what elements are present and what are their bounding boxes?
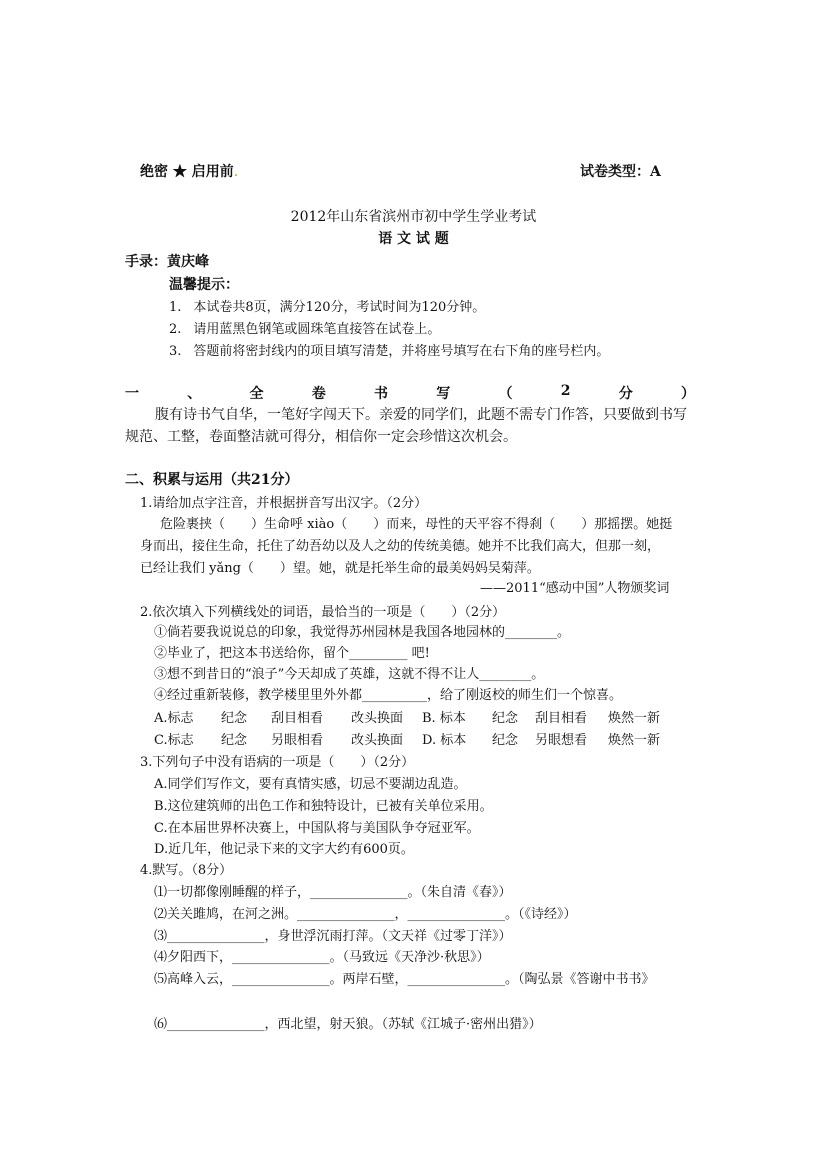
- option-word: 改头换面: [351, 711, 404, 726]
- q3-option-c: C.在本届世界杯决赛上，中国队将与美国队争夺冠亚军。: [154, 821, 480, 836]
- recorder-label: 手录：黄庆峰: [125, 254, 209, 270]
- option-word: 另眼相看: [271, 733, 324, 748]
- option-word: A.标志: [154, 711, 194, 726]
- q2-option-b: [422, 707, 678, 726]
- option-word: 焕然一新: [608, 733, 661, 748]
- option-word: 另眼想看: [535, 733, 588, 748]
- q1-stem: 1.请给加点字注音，并根据拼音写出汉字。（2分）: [140, 496, 428, 511]
- heading-char: 、: [187, 386, 202, 402]
- q4-stem: 4.默写。（8分）: [140, 863, 233, 878]
- q1-line2: 身而出，接住生命，托住了幼吾幼以及人之幼的传统美德。她并不比我们高大，但那一刻，: [140, 539, 661, 554]
- yellow-dot: .: [233, 164, 239, 180]
- heading-char: 写: [436, 386, 451, 402]
- tip-text: 本试卷共8页，满分120分，考试时间为120分钟。: [193, 300, 486, 315]
- q1-source: ——2011“感动中国”人物颁奖词: [480, 581, 670, 596]
- option-word: 纪念: [492, 711, 519, 726]
- q2-option-d: [422, 729, 678, 748]
- heading-char: 一: [125, 386, 139, 402]
- q1-line1: 危险裹挟（ ）生命呼 xiào（ ）而来，母性的天平容不得刹（ ）那摇摆。她挺: [160, 517, 673, 532]
- option-word: 纪念: [221, 711, 248, 726]
- subject-title: 语 文 试 题: [378, 231, 449, 247]
- q3-stem: 3.下列句子中没有语病的一项是（ ）（2分）: [140, 755, 415, 770]
- q2-sentence-4: ④经过重新装修，教学楼里里外外都__________，给了刚返校的师生们一个惊喜。: [154, 688, 623, 703]
- section1-body-line2: 规范、工整，卷面整洁就可得分，相信你一定会珍惜这次机会。: [125, 429, 517, 445]
- tip-text: 请用蓝黑色钢笔或圆珠笔直接答在试卷上。: [193, 322, 441, 337]
- tip-number: 1.: [169, 300, 182, 315]
- q2-sentence-2: ②毕业了，把这本书送给你，留个_________ 吧!: [154, 646, 430, 661]
- option-word: B. 标本: [422, 711, 466, 726]
- option-word: D. 标本: [422, 733, 467, 748]
- q2-option-c: [154, 729, 421, 748]
- q2-stem: 2.依次填入下列横线处的词语，最恰当的一项是（ ）（2分）: [140, 605, 506, 620]
- q2-option-a: [154, 707, 421, 726]
- q4-line-1: ⑴一切都像刚睡醒的样子，_______________。（朱自清《春》）: [154, 885, 512, 900]
- tip-item-1: [169, 296, 485, 315]
- heading-char: 分: [618, 386, 633, 402]
- tip-number: 3.: [169, 344, 182, 359]
- q4-line-2: ⑵关关雎鸠，在河之洲。_______________，_______________。（《诗经》）: [154, 907, 577, 922]
- q3-option-a: A.同学们写作文，要有真情实感，切忌不要湖边乱造。: [154, 777, 467, 792]
- heading-char: （: [498, 386, 513, 402]
- section1-body-line1: 腹有诗书气自华，一笔好字闯天下。亲爱的同学们，此题不需专门作答，只要做到书写: [155, 407, 687, 423]
- section1-heading: [125, 383, 695, 403]
- heading-char: 卷: [311, 386, 326, 402]
- q4-line-3: ⑶_______________，身世浮沉雨打萍。（文天祥《过零丁洋》）: [154, 929, 512, 944]
- q3-option-b: B.这位建筑师的出色工作和独特设计，已被有关单位采用。: [154, 799, 493, 814]
- tip-item-3: [169, 340, 609, 359]
- heading-char: 2: [560, 383, 571, 399]
- option-word: 纪念: [492, 733, 519, 748]
- exam-type-label: 试卷类型：A: [580, 164, 661, 180]
- option-word: 改头换面: [351, 733, 404, 748]
- q1-line3: 已经让我们 yǎng（ ）望。她，就是托举生命的最美妈妈吴菊萍。: [140, 561, 540, 576]
- section2-heading: 二、积累与运用（共21分）: [125, 472, 299, 488]
- tip-text: 答题前将密封线内的项目填写清楚，并将座号填写在右下角的座号栏内。: [193, 344, 610, 359]
- confidential-text: 绝密 ★ 启用前: [140, 164, 234, 180]
- option-word: 刮目相看: [535, 711, 588, 726]
- q4-line-5: ⑸高峰入云，_______________。两岸石壁，_______________。（陶弘景《答谢中书书》: [154, 972, 655, 987]
- q4-line-6: ⑹_______________，西北望，射天狼。（苏轼《江城子·密州出猎》）: [154, 1017, 542, 1032]
- q4-line-4: ⑷夕阳西下，_______________。（马致远《天净沙·秋思》）: [154, 950, 490, 965]
- q2-sentence-3: ③想不到昔日的“浪子”今天却成了英雄，这就不得不让人________。: [154, 667, 545, 682]
- tip-item-2: [169, 318, 440, 337]
- confidential-label: [140, 161, 238, 181]
- option-word: C.标志: [154, 733, 194, 748]
- tips-heading: 温馨提示：: [169, 277, 239, 293]
- exam-title: 2012年山东省滨州市初中学生学业考试: [290, 209, 537, 225]
- heading-char: ）: [681, 386, 695, 402]
- option-word: 刮目相看: [271, 711, 324, 726]
- option-word: 纪念: [221, 733, 248, 748]
- heading-char: 书: [374, 386, 388, 402]
- q2-sentence-1: ①倘若要我说说总的印象，我觉得苏州园林是我国各地园林的________。: [154, 625, 571, 640]
- q3-option-d: D.近几年，他记录下来的文字大约有600页。: [154, 842, 414, 857]
- tip-number: 2.: [169, 322, 182, 337]
- option-word: 焕然一新: [608, 711, 661, 726]
- heading-char: 全: [249, 386, 264, 402]
